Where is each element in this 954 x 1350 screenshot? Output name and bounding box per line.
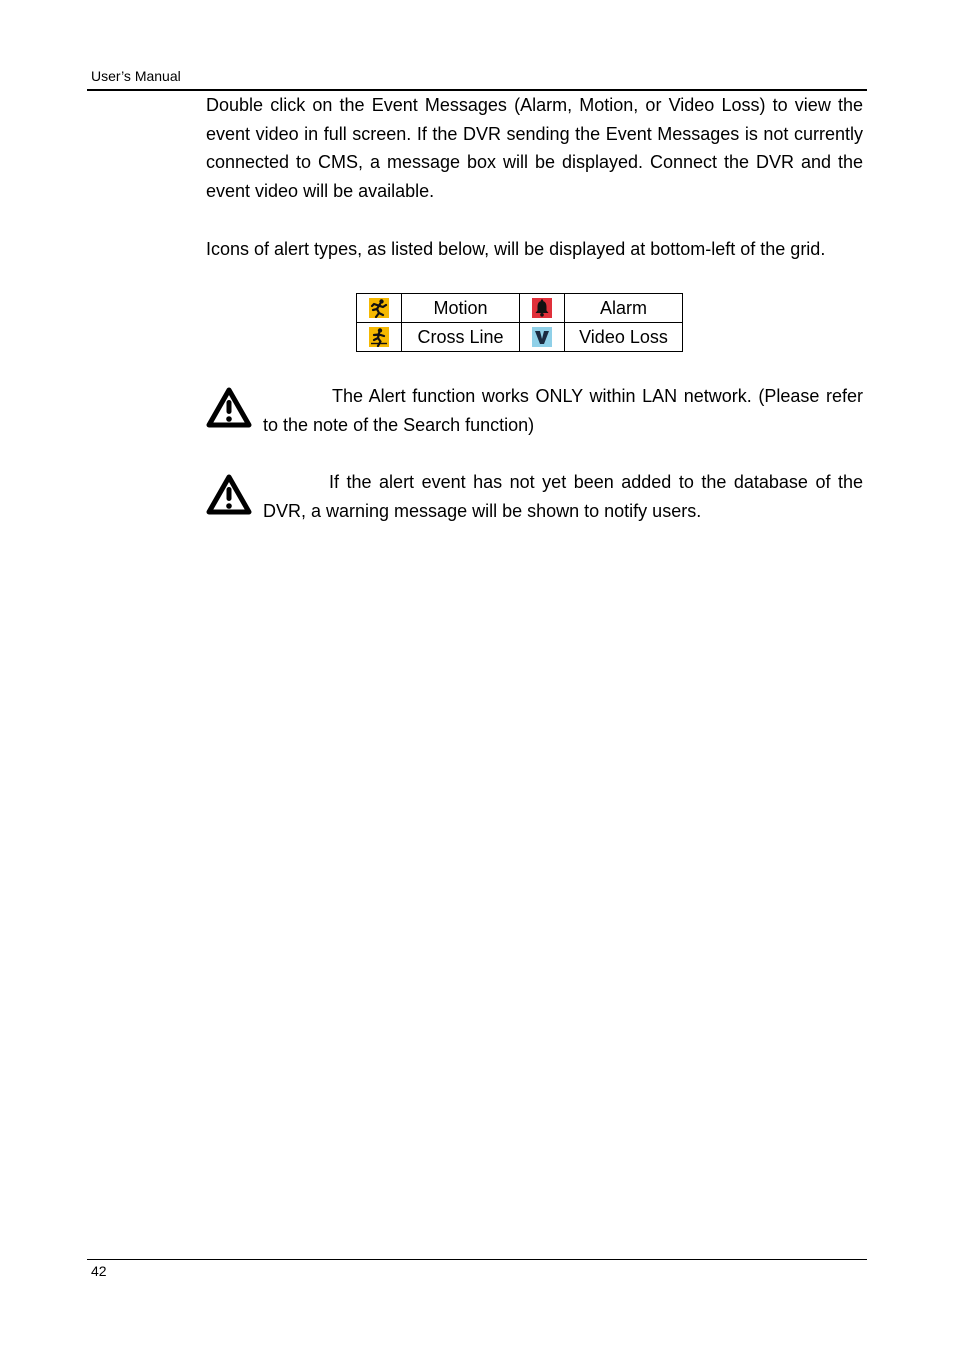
running-header: User’s Manual [91,68,181,84]
table-row [357,294,683,323]
note-text: If the alert event has not yet been added to the database of the DVR, a warning message will be shown to notify users. [263,472,863,521]
motion-icon [369,298,389,318]
alarm-bell-icon [532,298,552,318]
alert-label-cross-line: Cross Line [402,323,520,352]
warning-icon [206,387,252,429]
alert-type-table [356,293,683,352]
note-text: The Alert function works ONLY within LAN network. (Please refer to the note of the Search function) [263,386,863,435]
event-messages-paragraph: Double click on the Event Messages (Alarm, Motion, or Video Loss) to view the event video in full screen. If the DVR sending the Event Messages is not currently connected to CMS, a message box will be displayed. Connect the DVR and the event video will be available. [206,95,863,202]
warning-icon [206,474,252,516]
page-number: 42 [91,1263,107,1279]
table-row [357,323,683,352]
alert-label-video-loss: Video Loss [565,323,683,352]
alert-label-alarm: Alarm [565,294,683,323]
video-loss-icon [532,327,552,347]
cross-line-icon [369,327,389,347]
footer-divider [87,1259,867,1260]
alert-label-motion: Motion [402,294,520,323]
alert-icons-intro: Icons of alert types, as listed below, will be displayed at bottom-left of the grid. [206,239,826,259]
